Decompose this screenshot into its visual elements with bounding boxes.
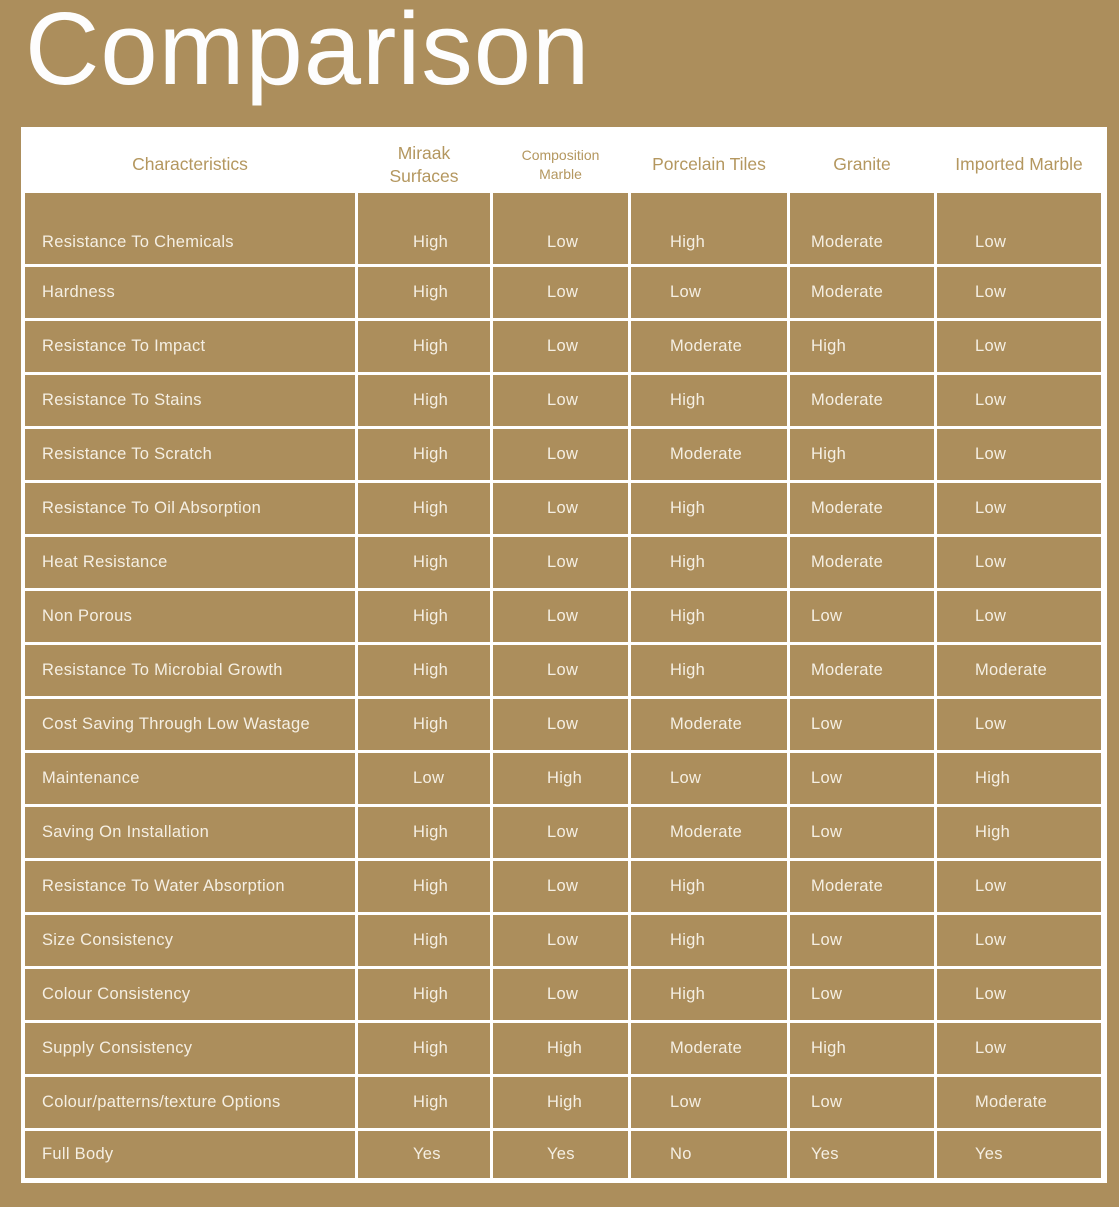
cell-composition-marble: Low bbox=[493, 807, 628, 858]
cell-granite: Low bbox=[790, 1077, 934, 1128]
cell-imported-marble: Low bbox=[937, 375, 1101, 426]
column-header-imported-marble bbox=[937, 127, 1101, 190]
cell-miraak-surfaces: High bbox=[358, 861, 490, 912]
cell-composition-marble: Low bbox=[493, 861, 628, 912]
table-row-resistance-to-oil-absorption bbox=[25, 483, 1101, 534]
cell-granite: Moderate bbox=[790, 375, 934, 426]
cell-composition-marble: Yes bbox=[493, 1131, 628, 1178]
cell-granite: Moderate bbox=[790, 267, 934, 318]
cell-miraak-surfaces: High bbox=[358, 591, 490, 642]
row-label: Maintenance bbox=[25, 753, 355, 804]
cell-composition-marble: Low bbox=[493, 537, 628, 588]
cell-granite: Moderate bbox=[790, 861, 934, 912]
cell-porcelain-tiles: Moderate bbox=[631, 807, 787, 858]
cell-miraak-surfaces: High bbox=[358, 699, 490, 750]
table-row-hardness bbox=[25, 267, 1101, 318]
row-label: Resistance To Oil Absorption bbox=[25, 483, 355, 534]
cell-miraak-surfaces: High bbox=[358, 537, 490, 588]
cell-imported-marble: Moderate bbox=[937, 645, 1101, 696]
cell-granite: High bbox=[790, 1023, 934, 1074]
cell-miraak-surfaces: High bbox=[358, 429, 490, 480]
cell-composition-marble: High bbox=[493, 1077, 628, 1128]
column-header-composition-marble bbox=[493, 127, 628, 190]
cell-porcelain-tiles: No bbox=[631, 1131, 787, 1178]
table-row-resistance-to-scratch bbox=[25, 429, 1101, 480]
table-row-non-porous bbox=[25, 591, 1101, 642]
cell-miraak-surfaces: Low bbox=[358, 753, 490, 804]
table-row-resistance-to-stains bbox=[25, 375, 1101, 426]
cell-composition-marble: Low bbox=[493, 915, 628, 966]
cell-imported-marble: Low bbox=[937, 591, 1101, 642]
table-body bbox=[25, 193, 1101, 1178]
table-row-saving-on-installation bbox=[25, 807, 1101, 858]
row-label: Non Porous bbox=[25, 591, 355, 642]
cell-granite: High bbox=[790, 321, 934, 372]
column-header-porcelain-tiles bbox=[631, 127, 787, 190]
cell-imported-marble: Low bbox=[937, 429, 1101, 480]
cell-granite: Moderate bbox=[790, 483, 934, 534]
column-header-granite bbox=[790, 127, 934, 190]
cell-imported-marble: Low bbox=[937, 193, 1101, 264]
cell-composition-marble: High bbox=[493, 1023, 628, 1074]
cell-imported-marble: Low bbox=[937, 699, 1101, 750]
cell-miraak-surfaces: High bbox=[358, 645, 490, 696]
cell-granite: Low bbox=[790, 699, 934, 750]
cell-imported-marble: Moderate bbox=[937, 1077, 1101, 1128]
table-row-resistance-to-chemicals bbox=[25, 193, 1101, 264]
cell-granite: High bbox=[790, 429, 934, 480]
table-row-maintenance bbox=[25, 753, 1101, 804]
row-label: Resistance To Scratch bbox=[25, 429, 355, 480]
cell-granite: Moderate bbox=[790, 193, 934, 264]
cell-imported-marble: Low bbox=[937, 267, 1101, 318]
column-header-label: Granite bbox=[833, 154, 891, 175]
cell-imported-marble: Low bbox=[937, 483, 1101, 534]
cell-porcelain-tiles: High bbox=[631, 969, 787, 1020]
row-label: Colour/patterns/texture Options bbox=[25, 1077, 355, 1128]
cell-porcelain-tiles: High bbox=[631, 591, 787, 642]
cell-imported-marble: Low bbox=[937, 915, 1101, 966]
cell-granite: Low bbox=[790, 591, 934, 642]
row-label: Resistance To Water Absorption bbox=[25, 861, 355, 912]
cell-porcelain-tiles: Moderate bbox=[631, 429, 787, 480]
table-row-heat-resistance bbox=[25, 537, 1101, 588]
table-row-resistance-to-impact bbox=[25, 321, 1101, 372]
cell-composition-marble: Low bbox=[493, 375, 628, 426]
row-label: Colour Consistency bbox=[25, 969, 355, 1020]
table-row-size-consistency bbox=[25, 915, 1101, 966]
cell-imported-marble: High bbox=[937, 807, 1101, 858]
cell-granite: Yes bbox=[790, 1131, 934, 1178]
cell-porcelain-tiles: High bbox=[631, 483, 787, 534]
cell-imported-marble: Low bbox=[937, 969, 1101, 1020]
cell-miraak-surfaces: High bbox=[358, 1023, 490, 1074]
cell-miraak-surfaces: Yes bbox=[358, 1131, 490, 1178]
cell-composition-marble: Low bbox=[493, 193, 628, 264]
page-title: Comparison bbox=[25, 0, 591, 106]
cell-granite: Moderate bbox=[790, 645, 934, 696]
table-row-colour-patterns-texture-options bbox=[25, 1077, 1101, 1128]
row-label: Heat Resistance bbox=[25, 537, 355, 588]
column-header-label: Imported Marble bbox=[955, 154, 1083, 175]
table-row-resistance-to-microbial-growth bbox=[25, 645, 1101, 696]
row-label: Resistance To Impact bbox=[25, 321, 355, 372]
column-header-label: Characteristics bbox=[132, 154, 248, 175]
table-row-colour-consistency bbox=[25, 969, 1101, 1020]
row-label: Cost Saving Through Low Wastage bbox=[25, 699, 355, 750]
row-label: Resistance To Chemicals bbox=[25, 193, 355, 264]
cell-granite: Low bbox=[790, 753, 934, 804]
column-header-characteristics bbox=[25, 127, 355, 190]
cell-porcelain-tiles: Low bbox=[631, 1077, 787, 1128]
cell-porcelain-tiles: Moderate bbox=[631, 321, 787, 372]
cell-miraak-surfaces: High bbox=[358, 915, 490, 966]
cell-imported-marble: High bbox=[937, 753, 1101, 804]
cell-porcelain-tiles: Low bbox=[631, 267, 787, 318]
row-label: Resistance To Stains bbox=[25, 375, 355, 426]
table-row-resistance-to-water-absorption bbox=[25, 861, 1101, 912]
cell-composition-marble: Low bbox=[493, 645, 628, 696]
cell-porcelain-tiles: Moderate bbox=[631, 699, 787, 750]
cell-composition-marble: Low bbox=[493, 267, 628, 318]
cell-granite: Low bbox=[790, 807, 934, 858]
cell-miraak-surfaces: High bbox=[358, 969, 490, 1020]
cell-composition-marble: Low bbox=[493, 483, 628, 534]
row-label: Size Consistency bbox=[25, 915, 355, 966]
cell-composition-marble: Low bbox=[493, 699, 628, 750]
cell-granite: Low bbox=[790, 969, 934, 1020]
column-header-miraak-surfaces bbox=[358, 127, 490, 190]
row-label: Full Body bbox=[25, 1131, 355, 1178]
cell-granite: Moderate bbox=[790, 537, 934, 588]
cell-miraak-surfaces: High bbox=[358, 321, 490, 372]
column-header-label: Composition Marble bbox=[521, 147, 600, 182]
cell-imported-marble: Low bbox=[937, 321, 1101, 372]
cell-miraak-surfaces: High bbox=[358, 1077, 490, 1128]
cell-miraak-surfaces: High bbox=[358, 807, 490, 858]
cell-composition-marble: Low bbox=[493, 429, 628, 480]
table-row-supply-consistency bbox=[25, 1023, 1101, 1074]
table-row-cost-saving-through-low-wastage bbox=[25, 699, 1101, 750]
cell-porcelain-tiles: High bbox=[631, 375, 787, 426]
table-header-row bbox=[25, 127, 1101, 190]
cell-composition-marble: Low bbox=[493, 591, 628, 642]
cell-imported-marble: Low bbox=[937, 537, 1101, 588]
cell-composition-marble: Low bbox=[493, 969, 628, 1020]
cell-porcelain-tiles: Low bbox=[631, 753, 787, 804]
cell-porcelain-tiles: High bbox=[631, 915, 787, 966]
table-row-full-body bbox=[25, 1131, 1101, 1178]
cell-imported-marble: Low bbox=[937, 1023, 1101, 1074]
cell-miraak-surfaces: High bbox=[358, 483, 490, 534]
cell-porcelain-tiles: High bbox=[631, 193, 787, 264]
cell-miraak-surfaces: High bbox=[358, 267, 490, 318]
row-label: Hardness bbox=[25, 267, 355, 318]
cell-composition-marble: High bbox=[493, 753, 628, 804]
cell-porcelain-tiles: High bbox=[631, 645, 787, 696]
cell-porcelain-tiles: Moderate bbox=[631, 1023, 787, 1074]
cell-composition-marble: Low bbox=[493, 321, 628, 372]
cell-imported-marble: Yes bbox=[937, 1131, 1101, 1178]
cell-miraak-surfaces: High bbox=[358, 375, 490, 426]
row-label: Resistance To Microbial Growth bbox=[25, 645, 355, 696]
cell-granite: Low bbox=[790, 915, 934, 966]
comparison-table bbox=[21, 127, 1107, 1183]
cell-miraak-surfaces: High bbox=[358, 193, 490, 264]
cell-porcelain-tiles: High bbox=[631, 537, 787, 588]
column-header-label: Miraak Surfaces bbox=[389, 142, 459, 186]
cell-imported-marble: Low bbox=[937, 861, 1101, 912]
row-label: Supply Consistency bbox=[25, 1023, 355, 1074]
column-header-label: Porcelain Tiles bbox=[652, 154, 766, 175]
row-label: Saving On Installation bbox=[25, 807, 355, 858]
cell-porcelain-tiles: High bbox=[631, 861, 787, 912]
